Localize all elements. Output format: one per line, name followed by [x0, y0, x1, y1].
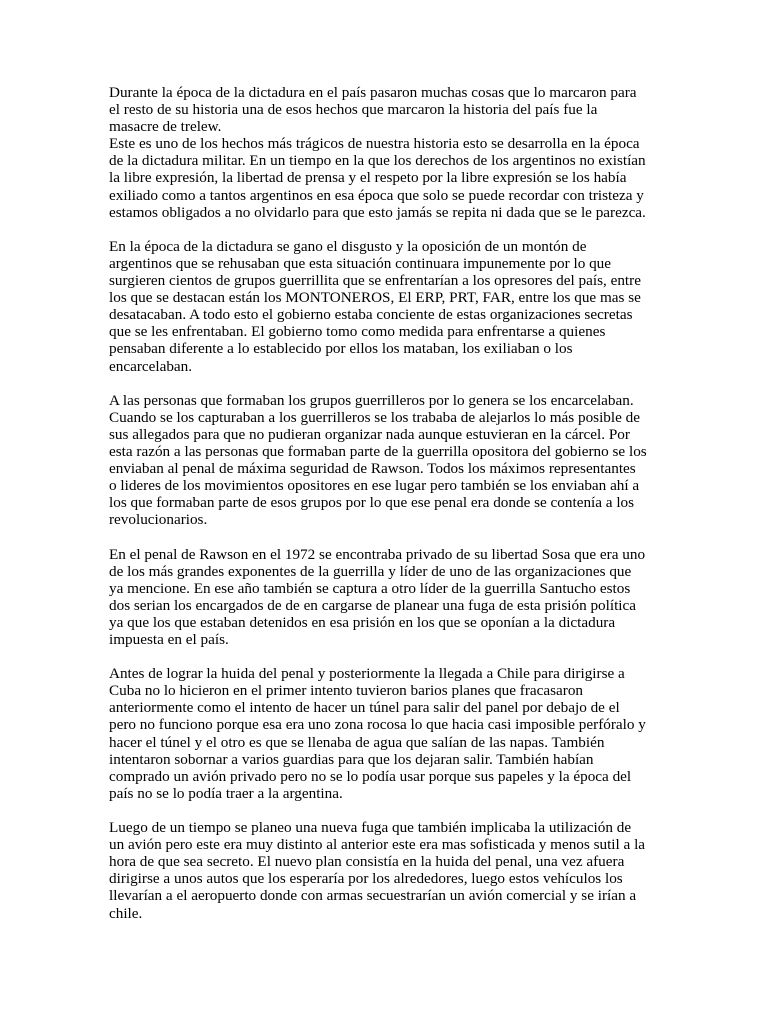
text-line: surgieren cientos de grupos guerrillita que se enfrentarían a los opresores del país, entre	[109, 272, 641, 290]
document-body	[109, 84, 669, 939]
text-line: revolucionarios.	[109, 511, 208, 529]
text-line: En el penal de Rawson en el 1972 se encontraba privado de su libertad Sosa que era uno	[109, 545, 646, 563]
paragraph-3	[109, 392, 669, 529]
paragraph-5	[109, 665, 669, 802]
text-line: En la época de la dictadura se gano el disgusto y la oposición de un montón de	[109, 237, 587, 255]
text-line: anteriormente como el intento de hacer un túnel para salir del panel por debajo de el	[109, 699, 620, 717]
paragraph-2	[109, 238, 669, 375]
text-line: impuesta en el país.	[109, 631, 229, 648]
text-line: Cuba no lo hicieron en el primer intento tuvieron barios planes que fracasaron	[109, 682, 584, 700]
text-line: chile.	[109, 904, 143, 922]
text-line: enviaban al penal de máxima seguridad de Rawson. Todos los máximos representantes	[109, 460, 636, 478]
text-line: argentinos que se rehusaban que esta situación continuara impunemente por lo que	[109, 254, 612, 272]
text-line: exiliado como a tantos argentinos en esa época que solo se puede recordar con tristeza y	[109, 186, 644, 204]
text-line: Este es uno de los hechos más trágicos de nuestra historia esto se desarrolla en la época	[109, 135, 640, 153]
text-line: encarcelaban.	[109, 357, 193, 375]
text-line: Durante la época de la dictadura en el país pasaron muchas cosas que lo marcaron para	[109, 84, 637, 101]
text-line: pensaban diferente a lo establecido por ellos los mataban, los exiliaban o los	[109, 340, 573, 358]
text-line: Luego de un tiempo se planeo una nueva fuga que también implicaba la utilización de	[109, 819, 632, 837]
text-line: desatacaban. A todo esto el gobierno estaba conciente de estas organizaciones secretas	[109, 306, 633, 324]
text-line: dos serian los encargados de de en cargarse de planear una fuga de esta prisión política	[109, 596, 637, 614]
text-line: o lideres de los movimientos opositores en ese lugar pero también se los enviaban ahí a	[109, 477, 640, 495]
text-line: de los más grandes exponentes de la guerrilla y líder de uno de las organizaciones que	[109, 562, 632, 580]
text-line: un avión pero este era muy distinto al anterior este era mas sofisticada y menos sutil a la	[109, 836, 646, 854]
text-line: la libre expresión, la libertad de prensa y el respeto por la libre expresión se los había	[109, 169, 627, 187]
text-line: masacre de trelew.	[109, 118, 222, 136]
paragraph-6	[109, 819, 669, 922]
text-line: hacer el túnel y el otro es que se llenaba de agua que salían de las napas. También	[109, 733, 605, 751]
text-line: pero no funciono porque esa era uno zona rocosa lo que hacia casi imposible perfóralo y	[109, 716, 646, 734]
text-line: Antes de lograr la huida del penal y posteriormente la llegada a Chile para dirigirse a	[109, 665, 625, 683]
text-line: que se les enfrentaban. El gobierno tomo como medida para enfrentarse a quienes	[109, 323, 606, 341]
text-line: ya mencione. En ese año también se captura a otro líder de la guerrilla Santucho estos	[109, 579, 631, 597]
text-line: intentaron sobornar a varios guardias para que los dejaran salir. También habían	[109, 750, 594, 768]
text-line: hora de que sea secreto. El nuevo plan consistía en la huida del penal, una vez afuera	[109, 853, 625, 871]
text-line: estamos obligados a no olvidarlo para que esto jamás se repita ni dada que se le parezca.	[109, 203, 646, 221]
paragraph-1	[109, 84, 669, 221]
text-line: A las personas que formaban los grupos guerrilleros por lo genera se los encarcelaban.	[109, 391, 634, 409]
text-line: de la dictadura militar. En un tiempo en la que los derechos de los argentinos no existían	[109, 152, 646, 170]
text-line: llevarían a el aeropuerto donde con armas secuestrarían un avión comercial y se irían a	[109, 887, 637, 905]
text-line: país no se lo podía traer a la argentina.	[109, 784, 343, 802]
text-line: dirigirse a unos autos que los esperaría por los alrededores, luego estos vehículos los	[109, 870, 623, 888]
text-line: ya que los que estaban detenidos en esa prisión en los que se oponían a la dictadura	[109, 613, 616, 631]
text-line: Cuando se los capturaban a los guerrilleros se los trababa de alejarlos lo más posible de	[109, 408, 640, 426]
text-line: sus allegados para que no pudieran organizar nada aunque estuvieran en la cárcel. Por	[109, 425, 630, 443]
text-line: los que formaban parte de esos grupos por lo que ese penal era donde se contenía a los	[109, 494, 635, 512]
text-line: el resto de su historia una de esos hechos que marcaron la historia del país fue la	[109, 101, 598, 119]
text-line: comprado un avión privado pero no se lo podía usar porque sus papeles y la época del	[109, 767, 632, 785]
text-line: los que se destacan están los MONTONEROS, El ERP, PRT, FAR, entre los que mas se	[109, 289, 641, 307]
text-line: esta razón a las personas que formaban parte de la guerrilla opositora del gobierno se los	[109, 442, 647, 460]
paragraph-4	[109, 546, 669, 649]
